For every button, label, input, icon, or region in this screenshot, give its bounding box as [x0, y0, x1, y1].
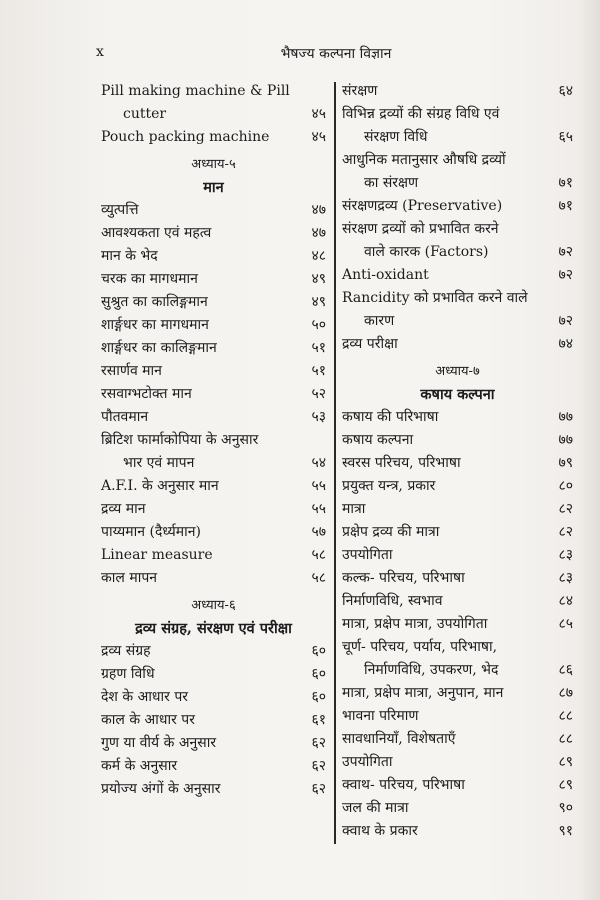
toc-entry-page: ५८ — [311, 547, 326, 563]
toc-entry-page: ५२ — [311, 386, 326, 402]
toc-entry — [101, 567, 326, 590]
toc-entry — [101, 732, 326, 755]
toc-entry-title: पाय्यमान (दैर्ध्यमान) — [101, 524, 202, 540]
toc-entry-title: निर्माणविधि, स्वभाव — [342, 593, 443, 609]
toc-entry-title: रसार्णव मान — [101, 363, 162, 379]
toc-entry-page: ७९ — [558, 455, 573, 471]
toc-entry-title: कषाय की परिभाषा — [342, 409, 439, 425]
toc-entry-title: उपयोगिता — [342, 754, 393, 770]
toc-entry-page: ६२ — [311, 735, 326, 751]
toc-entry — [342, 498, 573, 521]
toc-entry-title: मात्रा — [342, 501, 366, 517]
toc-entry-title: शार्ङ्गधर का कालिङ्गमान — [101, 340, 217, 356]
toc-entry-title: चूर्ण- परिचय, पर्याय, परिभाषा, — [342, 639, 498, 655]
toc-entry-title: मान के भेद — [101, 248, 158, 264]
toc-entry-page: ४७ — [311, 225, 326, 241]
toc-entry-page: ६२ — [311, 781, 326, 797]
toc-entry-page: ८२ — [558, 501, 573, 517]
toc-entry-title: रसवाग्भटोक्त मान — [101, 386, 192, 402]
toc-entry — [342, 310, 573, 333]
toc-entry — [342, 172, 573, 195]
chapter-heading: अध्याय-६ — [191, 598, 236, 613]
toc-entry-title: संरक्षण विधि — [364, 129, 428, 145]
toc-entry-page: ४८ — [311, 248, 326, 264]
toc-entry — [342, 241, 573, 264]
toc-entry-page: ५० — [311, 317, 326, 333]
toc-entry — [342, 544, 573, 567]
toc-entry-title: सुश्रुत का कालिङ्गमान — [101, 294, 208, 310]
toc-entry-page: ६१ — [311, 712, 326, 728]
toc-entry — [342, 126, 573, 149]
toc-entry-page: ८३ — [558, 570, 573, 586]
toc-entry — [342, 287, 573, 310]
toc-entry-title: Rancidity को प्रभावित करने वाले — [342, 290, 528, 306]
running-title: भैषज्य कल्पना विज्ञान — [280, 46, 392, 62]
toc-entry — [101, 709, 326, 732]
toc-entry — [342, 452, 573, 475]
chapter-heading: अध्याय-५ — [191, 157, 236, 172]
toc-entry-title: संरक्षण द्रव्यों को प्रभावित करने — [342, 221, 499, 237]
toc-entry — [101, 383, 326, 406]
toc-entry-page: ५४ — [311, 455, 326, 471]
toc-entry-title: निर्माणविधि, उपकरण, भेद — [364, 662, 499, 678]
toc-entry-title: कल्क- परिचय, परिभाषा — [342, 570, 465, 586]
toc-entry-page: ५३ — [311, 409, 326, 425]
toc-entry — [101, 686, 326, 709]
toc-entry — [342, 149, 573, 172]
toc-entry-title: ग्रहण विधि — [101, 666, 155, 682]
toc-entry-title: सावधानियाँ, विशेषताएँ — [342, 731, 456, 747]
toc-entry — [342, 429, 573, 452]
toc-entry-title: काल के आधार पर — [101, 712, 195, 728]
toc-entry — [101, 429, 326, 452]
toc-entry-page: ८७ — [558, 685, 573, 701]
toc-entry-title: गुण या वीर्य के अनुसार — [101, 735, 217, 751]
toc-entry-title: प्रयोज्य अंगों के अनुसार — [101, 781, 221, 797]
toc-entry-title: Linear measure — [101, 547, 213, 563]
toc-entry-title: कारण — [364, 313, 395, 329]
toc-entry-page: ५५ — [311, 478, 326, 494]
toc-entry-title: ब्रिटिश फार्माकोपिया के अनुसार — [101, 432, 259, 448]
toc-entry-title: स्वरस परिचय, परिभाषा — [342, 455, 461, 471]
toc-entry-title: आवश्यकता एवं महत्व — [101, 225, 212, 241]
toc-entry-page: ४९ — [311, 294, 326, 310]
toc-entry-title: चरक का मागधमान — [101, 271, 198, 287]
toc-entry-title: पौतवमान — [101, 409, 149, 425]
toc-entry-page: ७१ — [558, 175, 573, 191]
toc-entry-page: ८३ — [558, 547, 573, 563]
toc-entry-page: ६० — [311, 689, 326, 705]
section-heading: मान — [203, 179, 224, 196]
toc-entry-title: क्वाथ के प्रकार — [342, 823, 418, 839]
section-heading: द्रव्य संग्रह, संरक्षण एवं परीक्षा — [135, 620, 292, 637]
toc-entry — [101, 314, 326, 337]
toc-entry — [101, 640, 326, 663]
page-number: x — [96, 44, 104, 60]
toc-entry — [101, 521, 326, 544]
toc-entry — [101, 544, 326, 567]
toc-entry — [342, 406, 573, 429]
toc-entry-page: ८० — [558, 478, 573, 494]
toc-right-column — [342, 80, 573, 843]
toc-entry — [101, 103, 326, 126]
toc-entry-page: ८९ — [558, 777, 573, 793]
toc-entry-title: कर्म के अनुसार — [101, 758, 178, 774]
toc-entry-page: ७१ — [558, 198, 573, 214]
toc-entry — [101, 80, 326, 103]
toc-entry-title: का संरक्षण — [364, 175, 419, 191]
toc-entry — [342, 728, 573, 751]
toc-entry-title: उपयोगिता — [342, 547, 393, 563]
toc-entry — [342, 705, 573, 728]
toc-entry-title: व्युत्पत्ति — [101, 202, 139, 218]
toc-entry — [342, 636, 573, 659]
toc-entry-title: मात्रा, प्रक्षेप मात्रा, उपयोगिता — [342, 616, 488, 632]
toc-entry-title: भार एवं मापन — [123, 455, 195, 471]
chapter-heading: अध्याय-७ — [435, 364, 480, 379]
toc-entry-page: ४७ — [311, 202, 326, 218]
toc-entry — [342, 751, 573, 774]
toc-entry-page: ६२ — [311, 758, 326, 774]
page-edge-shadow — [578, 0, 600, 900]
toc-entry — [101, 360, 326, 383]
toc-entry — [101, 126, 326, 149]
toc-entry — [101, 663, 326, 686]
toc-entry-page: ६५ — [558, 129, 573, 145]
toc-entry-title: जल की मात्रा — [342, 800, 409, 816]
toc-entry — [101, 291, 326, 314]
toc-entry-page: ८९ — [558, 754, 573, 770]
toc-entry-title: cutter — [123, 106, 167, 122]
toc-entry-page: ७२ — [558, 244, 573, 260]
toc-entry-title: A.F.I. के अनुसार मान — [101, 478, 219, 494]
toc-entry — [101, 778, 326, 801]
toc-entry — [101, 337, 326, 360]
toc-entry — [101, 452, 326, 475]
toc-entry-page: ८८ — [558, 731, 573, 747]
toc-entry-title: काल मापन — [101, 570, 158, 586]
toc-entry — [342, 103, 573, 126]
toc-entry-title: विभिन्न द्रव्यों की संग्रह विधि एवं — [342, 106, 500, 122]
toc-entry — [342, 774, 573, 797]
toc-entry — [342, 682, 573, 705]
toc-entry-title: वाले कारक (Factors) — [364, 244, 489, 260]
toc-entry — [101, 268, 326, 291]
page-header — [96, 44, 576, 66]
column-divider — [334, 82, 336, 844]
toc-entry-page: ८२ — [558, 524, 573, 540]
toc-entry-page: ८८ — [558, 708, 573, 724]
toc-entry — [342, 195, 573, 218]
toc-entry-page: ६० — [311, 643, 326, 659]
toc-entry-title: भावना परिमाण — [342, 708, 419, 724]
toc-entry-page: ७७ — [558, 432, 573, 448]
toc-entry — [342, 797, 573, 820]
section-heading: कषाय कल्पना — [420, 386, 495, 403]
toc-entry — [342, 590, 573, 613]
toc-entry-page: ५५ — [311, 501, 326, 517]
toc-entry-page: ५७ — [311, 524, 326, 540]
toc-entry-page: ५१ — [311, 340, 326, 356]
toc-entry-page: ९० — [558, 800, 573, 816]
toc-entry — [101, 222, 326, 245]
toc-entry-title: Anti-oxidant — [342, 267, 429, 283]
toc-entry-page: ४५ — [311, 106, 326, 122]
toc-entry-title: संरक्षणद्रव्य (Preservative) — [342, 198, 503, 214]
toc-entry — [101, 199, 326, 222]
toc-entry — [101, 475, 326, 498]
toc-entry-title: प्रयुक्त यन्त्र, प्रकार — [342, 478, 436, 494]
toc-entry-page: ८५ — [558, 616, 573, 632]
toc-entry-title: प्रक्षेप द्रव्य की मात्रा — [342, 524, 440, 540]
toc-entry-page: ७७ — [558, 409, 573, 425]
toc-entry-page: ७४ — [558, 336, 573, 352]
toc-entry — [342, 80, 573, 103]
toc-entry — [101, 245, 326, 268]
toc-entry-page: ७२ — [558, 267, 573, 283]
toc-entry-page: ७२ — [558, 313, 573, 329]
toc-entry — [101, 498, 326, 521]
toc-entry — [342, 613, 573, 636]
toc-entry-page: ४५ — [311, 129, 326, 145]
toc-entry-page: ६० — [311, 666, 326, 682]
toc-entry-title: मात्रा, प्रक्षेप मात्रा, अनुपान, मान — [342, 685, 504, 701]
toc-entry-title: द्रव्य परीक्षा — [342, 336, 398, 352]
toc-entry-title: संरक्षण — [342, 83, 378, 99]
toc-entry-title: द्रव्य मान — [101, 501, 146, 517]
toc-entry — [342, 333, 573, 356]
toc-entry-title: आधुनिक मतानुसार औषधि द्रव्यों — [342, 152, 506, 168]
toc-entry-page: ५८ — [311, 570, 326, 586]
toc-entry-title: शार्ङ्गधर का मागधमान — [101, 317, 209, 333]
toc-entry-title: Pill making machine & Pill — [101, 83, 290, 99]
toc-entry-title: कषाय कल्पना — [342, 432, 414, 448]
toc-entry — [101, 406, 326, 429]
toc-entry — [342, 218, 573, 241]
toc-entry-page: ६४ — [558, 83, 573, 99]
toc-entry — [342, 264, 573, 287]
toc-entry-page: ४९ — [311, 271, 326, 287]
toc-entry-page: ५१ — [311, 363, 326, 379]
toc-entry-page: ८६ — [558, 662, 573, 678]
toc-left-column — [101, 80, 326, 801]
toc-entry-page: ८४ — [558, 593, 573, 609]
toc-entry — [342, 820, 573, 843]
toc-entry — [342, 475, 573, 498]
toc-entry-title: द्रव्य संग्रह — [101, 643, 151, 659]
toc-entry — [342, 521, 573, 544]
toc-entry-page: ९१ — [558, 823, 573, 839]
toc-entry-title: Pouch packing machine — [101, 129, 270, 145]
toc-entry-title: क्वाथ- परिचय, परिभाषा — [342, 777, 465, 793]
toc-entry — [342, 567, 573, 590]
toc-entry — [342, 659, 573, 682]
toc-entry — [101, 755, 326, 778]
toc-entry-title: देश के आधार पर — [101, 689, 189, 705]
